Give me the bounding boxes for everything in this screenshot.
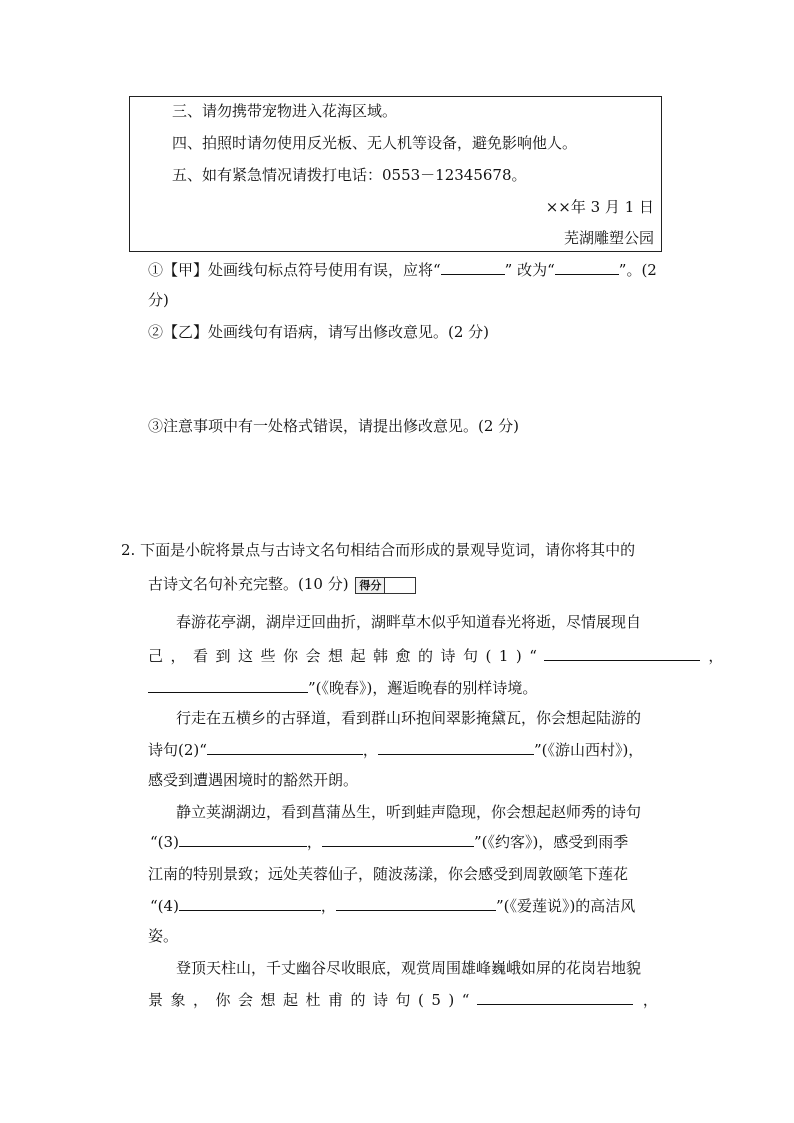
q2-p2-line3: 感受到遭遇困境时的豁然开朗。 <box>148 771 359 789</box>
q2-p3-text-a: “(3) <box>150 833 179 851</box>
q1-sub1-text-a: ①【甲】处画线句标点符号使用有误，应将“ <box>148 261 441 279</box>
q2-p3-line4 <box>150 896 635 916</box>
answer-blank[interactable] <box>441 260 505 275</box>
q2-p3-text-d: “(4) <box>150 897 179 915</box>
answer-blank[interactable] <box>555 260 619 275</box>
q2-stem-line1: 2. 下面是小皖将景点与古诗文名句相结合而形成的景观导览词，请你将其中的 <box>121 541 636 559</box>
q2-p3-text-b: ， <box>306 833 322 851</box>
q2-p2-line1: 行走在五横乡的古驿道，看到群山环抱间翠影掩黛瓦，你会想起陆游的 <box>176 709 642 727</box>
score-label: 得分 <box>356 578 385 593</box>
q2-p3-text-e: ， <box>320 897 336 915</box>
q2-p1-text-b: ， <box>708 647 724 665</box>
answer-blank[interactable] <box>378 740 534 755</box>
score-cell[interactable] <box>385 578 415 593</box>
notice-date: ××年 3 月 1 日 <box>545 198 654 216</box>
answer-blank[interactable] <box>477 990 633 1005</box>
answer-blank[interactable] <box>544 646 700 661</box>
q2-p2-line2 <box>148 740 643 760</box>
score-box[interactable] <box>355 577 416 594</box>
q2-p1-line3 <box>148 678 537 698</box>
q1-sub1 <box>148 260 657 280</box>
q1-sub1-score: 分) <box>148 291 169 309</box>
q2-p3-line3: 江南的特别景致；远处芙蓉仙子，随波荡漾，你会感受到周敦颐笔下莲花 <box>148 865 629 883</box>
q2-p4-line1: 登顶天柱山，千丈幽谷尽收眼底，观赏周围雄峰巍峨如屏的花岗岩地貌 <box>176 959 642 977</box>
q2-p2-text-b: ， <box>362 741 378 759</box>
answer-blank[interactable] <box>179 832 307 847</box>
notice-item-3: 三、请勿携带宠物进入花海区域。 <box>172 102 398 120</box>
q2-p3-text-c: ”(《约客》)，感受到雨季 <box>473 833 629 851</box>
answer-blank[interactable] <box>207 740 363 755</box>
q2-p1-line2 <box>148 646 723 666</box>
q2-p4-line2 <box>148 990 658 1010</box>
q2-p1-text-c: ”(《晚春》)，邂逅晚春的别样诗境。 <box>308 679 538 697</box>
answer-blank[interactable] <box>179 896 321 911</box>
q2-p1-line1: 春游花亭湖，湖岸迂回曲折，湖畔草木似乎知道春光将逝，尽情展现自 <box>176 613 642 631</box>
q1-sub1-text-c: ”。(2 <box>618 261 657 279</box>
answer-blank[interactable] <box>336 896 496 911</box>
q2-p3-text-f: ”(《爱莲说》)的高洁风 <box>495 897 636 915</box>
q1-sub1-text-b: ” 改为“ <box>504 261 555 279</box>
q2-p2-text-c: ”(《游山西村》)， <box>533 741 644 759</box>
q2-p1-text-a: 己，看到这些你会想起韩愈的诗句(1)“ <box>148 647 545 665</box>
q2-p3-line2 <box>150 832 628 852</box>
q2-p3-line5: 姿。 <box>148 927 179 945</box>
q2-p4-text-b: ， <box>642 991 658 1009</box>
q1-sub3: ③注意事项中有一处格式错误，请提出修改意见。(2 分) <box>148 417 520 435</box>
notice-item-5: 五、如有紧急情况请拨打电话：0553－12345678。 <box>172 166 527 184</box>
answer-blank[interactable] <box>322 832 474 847</box>
q2-stem-line2 <box>148 574 416 594</box>
q2-stem-text: 古诗文名句补充完整。(10 分) <box>148 575 349 593</box>
notice-item-4: 四、拍照时请勿使用反光板、无人机等设备，避免影响他人。 <box>172 134 578 152</box>
q2-p3-line1: 静立荚湖湖边，看到菖蒲丛生，听到蛙声隐现，你会想起赵师秀的诗句 <box>176 803 642 821</box>
q1-sub2: ②【乙】处画线句有语病，请写出修改意见。(2 分) <box>148 323 490 341</box>
notice-issuer: 芜湖雕塑公园 <box>563 229 654 247</box>
q2-p2-text-a: 诗句(2)“ <box>148 741 207 759</box>
q2-p4-text-a: 景象，你会想起杜甫的诗句(5)“ <box>148 991 477 1009</box>
answer-blank[interactable] <box>148 678 308 693</box>
